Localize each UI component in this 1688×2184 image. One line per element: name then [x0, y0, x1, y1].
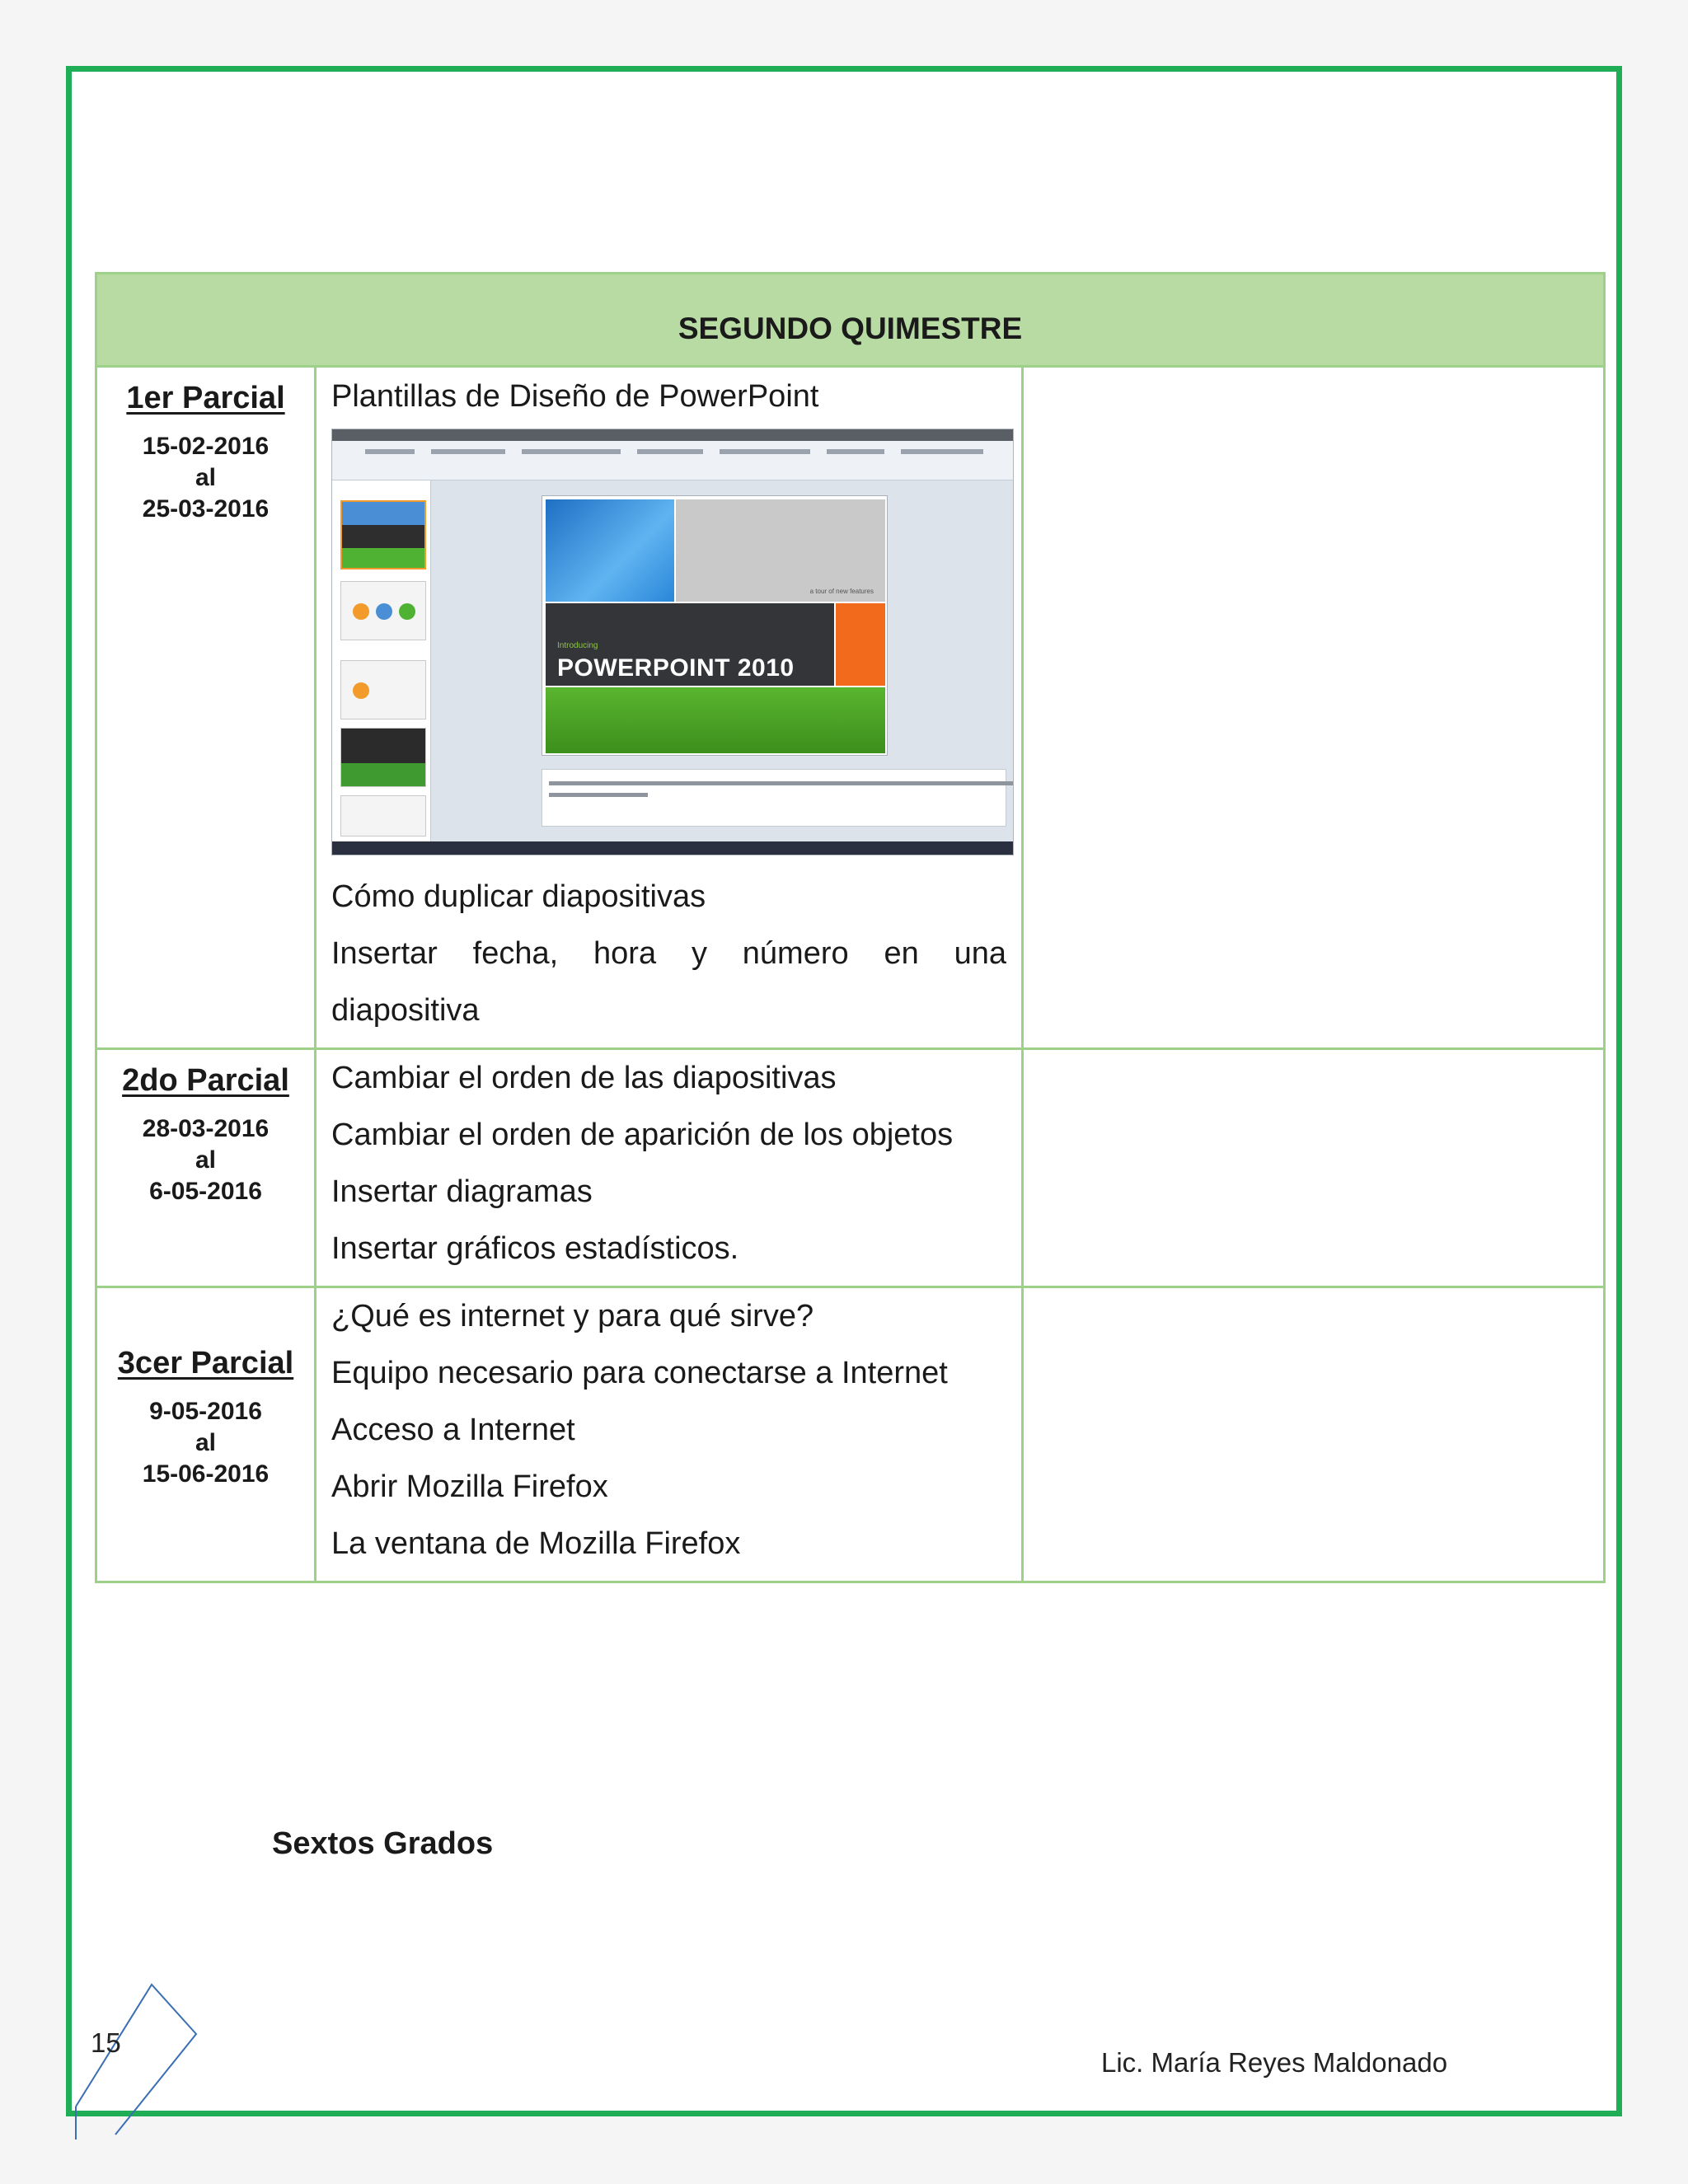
topic-item: Cambiar el orden de las diapositivas: [331, 1061, 837, 1095]
date-to: 6-05-2016: [149, 1178, 262, 1205]
topic-item: Equipo necesario para conectarse a Internet: [331, 1356, 948, 1390]
powerpoint-screenshot: [331, 429, 1014, 855]
period-cell: [96, 367, 316, 1049]
page-number: 15: [91, 2027, 121, 2058]
period-cell: [96, 1049, 316, 1287]
empty-cell: [1023, 1049, 1605, 1287]
table-row: [96, 1287, 1605, 1582]
window-title-bar: [332, 429, 1013, 441]
topic-item: Acceso a Internet: [331, 1413, 575, 1447]
slide-thumbnails: [332, 480, 431, 843]
grade-label: Sextos Grados: [272, 1826, 494, 1861]
topics-cell: [316, 1287, 1023, 1582]
period-dates: [97, 1396, 314, 1490]
empty-cell: [1023, 367, 1605, 1049]
period-title: 2do Parcial: [122, 1063, 289, 1098]
date-connector: al: [195, 1146, 217, 1174]
slide-thumbnail: [340, 660, 426, 719]
topic-item: Insertar fecha, hora y número en una: [331, 936, 1006, 971]
empty-cell: [1023, 1287, 1605, 1582]
date-from: 28-03-2016: [142, 1115, 270, 1142]
author-name: Lic. María Reyes Maldonado: [1101, 2047, 1448, 2078]
topic-item: Insertar gráficos estadísticos.: [331, 1231, 739, 1266]
slide-thumbnail: [340, 500, 426, 569]
taskbar: [332, 841, 1013, 855]
date-to: 15-06-2016: [142, 1460, 270, 1488]
period-cell: [96, 1287, 316, 1582]
topic-item: Insertar diagramas: [331, 1174, 593, 1209]
date-connector: al: [195, 1429, 217, 1456]
topics-cell: [316, 1049, 1023, 1287]
period-dates: [97, 1113, 314, 1207]
topic-item: ¿Qué es internet y para qué sirve?: [331, 1299, 814, 1333]
period-dates: [97, 431, 314, 525]
date-from: 9-05-2016: [149, 1398, 262, 1425]
topic-item: Abrir Mozilla Firefox: [331, 1469, 608, 1504]
table-row: [96, 367, 1605, 1049]
notes-pane: [542, 769, 1006, 827]
slide-thumbnail: [340, 728, 426, 787]
slide-thumbnail: [340, 795, 426, 837]
date-connector: al: [195, 464, 217, 491]
topic-item: La ventana de Mozilla Firefox: [331, 1526, 741, 1561]
date-from: 15-02-2016: [142, 433, 270, 460]
slide-preview: [542, 495, 888, 756]
slide-thumbnail: [340, 581, 426, 640]
topic-item: Cambiar el orden de aparición de los objetos: [331, 1118, 954, 1152]
slide-intro: Introducing: [557, 641, 598, 650]
plan-table: [95, 272, 1606, 1583]
slide-editor: [431, 480, 1013, 843]
date-to: 25-03-2016: [142, 495, 270, 523]
ribbon: [332, 441, 1013, 480]
topic-item: diapositiva: [331, 993, 480, 1028]
slide-caption: a tour of new features: [809, 588, 874, 595]
table-title: SEGUNDO QUIMESTRE: [96, 274, 1605, 367]
topic-item: Plantillas de Diseño de PowerPoint: [331, 379, 819, 414]
topics-cell: [316, 367, 1023, 1049]
period-title: 3cer Parcial: [117, 1346, 294, 1380]
page-corner-decoration: [73, 1983, 229, 2139]
topic-item: Cómo duplicar diapositivas: [331, 879, 706, 914]
slide-title: POWERPOINT 2010: [557, 654, 795, 682]
table-row: [96, 1049, 1605, 1287]
period-title: 1er Parcial: [126, 381, 285, 415]
